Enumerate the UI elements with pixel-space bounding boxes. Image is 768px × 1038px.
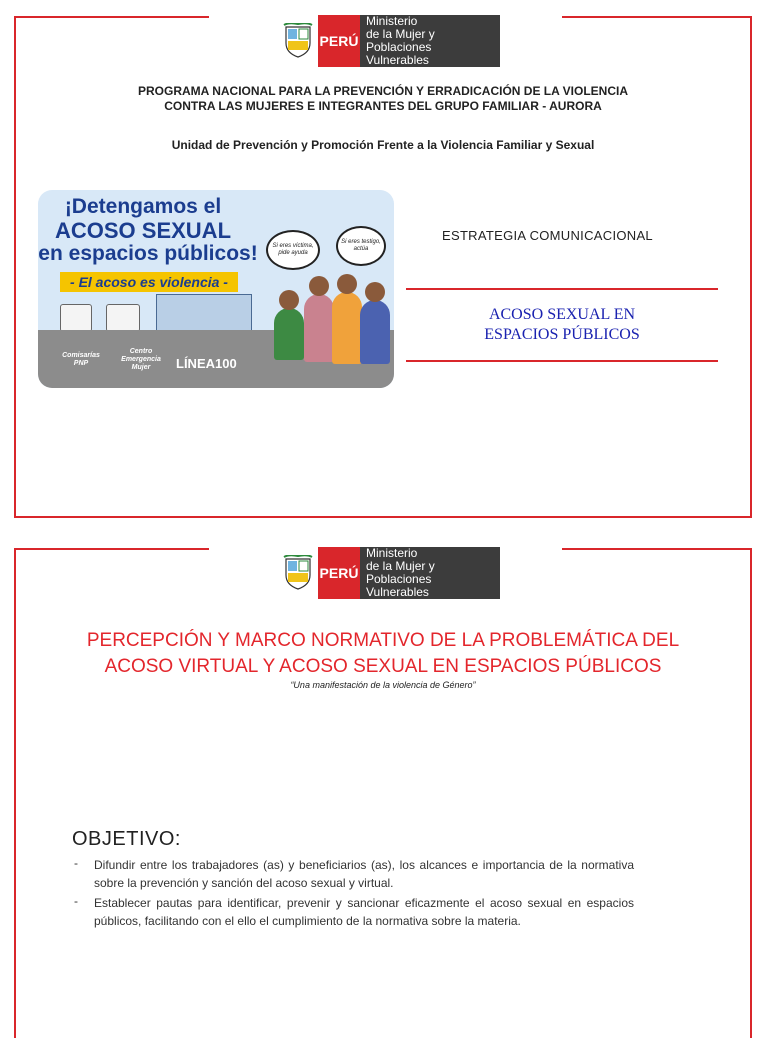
- objective-list: [74, 856, 634, 932]
- slide-2: [14, 548, 752, 1038]
- child-head: [365, 282, 385, 302]
- ministry-name: [360, 547, 500, 599]
- police-station-label: Comisarías PNP: [62, 352, 100, 367]
- bus-station-illustration: [156, 294, 252, 332]
- top-border-left: [16, 548, 209, 550]
- peru-label: PERÚ: [318, 15, 360, 67]
- slide-title: [16, 628, 750, 680]
- child-head: [309, 276, 329, 296]
- child-head: [279, 290, 299, 310]
- speech-bubble-witness: Si eres testigo, actúa: [336, 226, 386, 266]
- topic-line: ESPACIOS PÚBLICOS: [484, 326, 640, 343]
- objective-text: Establecer pautas para identificar, prevenir y sancionar eficazmente el acoso sexual en espacios públicos, facilitando con el ello el cumplimiento de la normativa sobre la materia.: [94, 896, 634, 928]
- objective-item: - Difundir entre los trabajadores (as) y beneficiarios (as), los alcances e importancia de la normativa sobre la prevención y sanción del acoso sexual y virtual.: [74, 856, 634, 890]
- speech-bubble-victim: Si eres víctima, pide ayuda: [266, 230, 320, 270]
- ministry-line: Poblaciones Vulnerables: [366, 572, 432, 599]
- title-line: ACOSO VIRTUAL Y ACOSO SEXUAL EN ESPACIOS PÚBLICOS: [104, 656, 662, 677]
- objective-item: - Establecer pautas para identificar, prevenir y sancionar eficazmente el acoso sexual en espacios públicos, facilitando con el ello el cumplimiento de la normativa sobre la materia.: [74, 894, 634, 928]
- child-figure: [274, 308, 304, 360]
- ministry-line: de la Mujer y: [366, 27, 435, 41]
- topic-line: ACOSO SEXUAL EN: [488, 306, 636, 323]
- slide-1: [14, 16, 752, 518]
- strategy-label: ESTRATEGIA COMUNICACIONAL: [442, 228, 653, 243]
- bus-icon: [60, 304, 92, 332]
- child-head: [337, 274, 357, 294]
- banner-line-2: ACOSO SEXUAL: [54, 218, 232, 243]
- ministry-logo: [278, 547, 500, 599]
- ministry-line: Ministerio: [366, 14, 418, 28]
- program-name: [16, 84, 750, 114]
- top-border-right: [562, 16, 750, 18]
- unit-name: Unidad de Prevención y Promoción Frente a la Violencia Familiar y Sexual: [171, 138, 595, 152]
- objective-text: Difundir entre los trabajadores (as) y beneficiarios (as), los alcances e importancia de la normativa sobre la prevención y sanción del acoso sexual y virtual.: [94, 858, 634, 890]
- top-border-left: [16, 16, 209, 18]
- child-figure: [360, 300, 390, 364]
- peru-label: PERÚ: [318, 547, 360, 599]
- coat-of-arms-icon: [278, 15, 318, 67]
- program-line: PROGRAMA NACIONAL PARA LA PREVENCIÓN Y ERRADICACIÓN DE LA VIOLENCIA: [137, 84, 629, 98]
- child-figure: [304, 294, 334, 362]
- banner-tagline: - El acoso es violencia -: [60, 272, 238, 292]
- emergency-center-label: Centro Emergencia Mujer: [121, 348, 161, 371]
- banner-line-3: en espacios públicos!: [38, 242, 258, 265]
- banner-line-1: ¡Detengamos el: [64, 195, 222, 218]
- child-figure: [332, 292, 362, 364]
- ministry-name: [360, 15, 500, 67]
- ministry-logo: [278, 15, 500, 67]
- ministry-line: de la Mujer y: [366, 559, 435, 573]
- top-border-right: [562, 548, 750, 550]
- slide-subtitle: “Una manifestación de la violencia de Género”: [290, 680, 476, 690]
- objective-heading: OBJETIVO:: [72, 828, 181, 850]
- coat-of-arms-icon: [278, 547, 318, 599]
- topic-box: [406, 288, 718, 362]
- title-line: PERCEPCIÓN Y MARCO NORMATIVO DE LA PROBLEMÁTICA DEL: [86, 630, 680, 651]
- program-line: CONTRA LAS MUJERES E INTEGRANTES DEL GRUPO FAMILIAR - AURORA: [164, 99, 602, 113]
- ministry-line: Ministerio: [366, 546, 418, 560]
- ministry-line: Poblaciones Vulnerables: [366, 40, 432, 67]
- line-100-logo: LÍNEA100: [176, 356, 237, 371]
- campaign-banner: [38, 190, 394, 388]
- bus-icon: [106, 304, 140, 332]
